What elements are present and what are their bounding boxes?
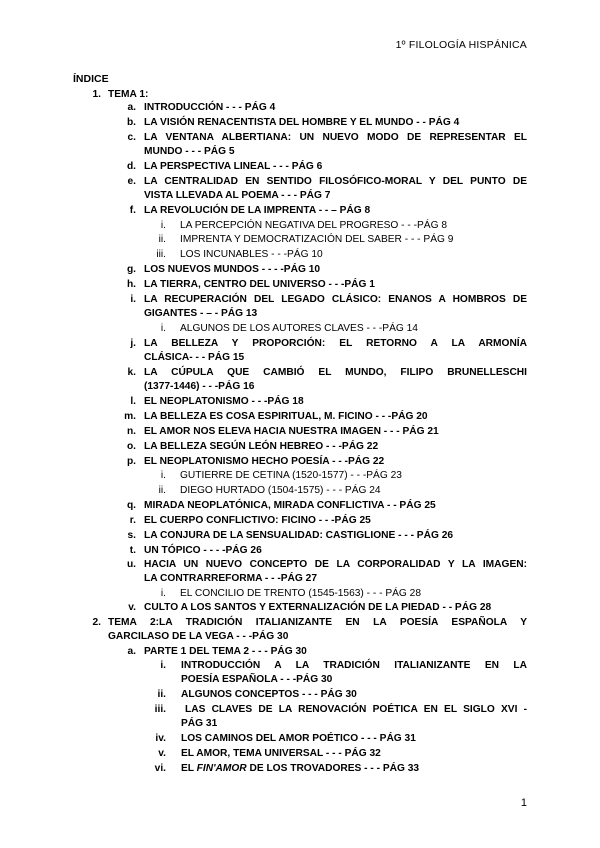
toc-marker: ii. <box>158 485 166 496</box>
toc-subentry[interactable] <box>0 469 402 483</box>
toc-marker: h. <box>126 279 136 290</box>
toc-marker: s. <box>127 530 136 541</box>
toc-entry[interactable] <box>0 558 527 572</box>
toc-marker: iii. <box>154 704 166 715</box>
toc-entry[interactable] <box>0 131 527 145</box>
toc-text: LA REVOLUCIÓN DE LA IMPRENTA - - – PÁG 8 <box>144 205 371 216</box>
toc-marker: t. <box>129 545 136 556</box>
toc-entry-continuation[interactable] <box>0 189 330 203</box>
toc-entry[interactable] <box>0 88 148 102</box>
toc-entry[interactable] <box>0 101 275 115</box>
toc-entry[interactable] <box>0 529 453 543</box>
toc-entry-continuation[interactable] <box>0 572 317 586</box>
toc-entry[interactable] <box>0 204 370 218</box>
toc-entry[interactable] <box>0 116 459 130</box>
toc-text: GUTIERRE DE CETINA (1520-1577) - - -PÁG 23 <box>180 470 402 481</box>
toc-text: INTRODUCCIÓN - - - PÁG 4 <box>144 102 276 113</box>
toc-marker: ii. <box>157 689 166 700</box>
toc-subentry[interactable] <box>0 703 527 717</box>
toc-marker: i. <box>160 470 166 481</box>
page-header: 1º FILOLOGÍA HISPÁNICA <box>395 39 527 51</box>
toc-text: TEMA 2:LA TRADICIÓN ITALIANIZANTE EN LA POESÍA ESPAÑOLA Y <box>108 617 527 628</box>
toc-entry-continuation[interactable] <box>0 380 254 394</box>
toc-marker: c. <box>127 132 136 143</box>
toc-text: LAS CLAVES DE LA RENOVACIÓN POÉTICA EN EL SIGLO XVI - <box>185 704 527 715</box>
toc-text: LA RECUPERACIÓN DEL LEGADO CLÁSICO: ENANOS A HOMBROS DE <box>144 294 527 305</box>
toc-text: MIRADA NEOPLATÓNICA, MIRADA CONFLICTIVA - - PÁG 25 <box>144 500 436 511</box>
toc-entry[interactable] <box>0 425 439 439</box>
toc-text: CLÁSICA- - - PÁG 15 <box>144 352 245 363</box>
toc-entry-continuation[interactable] <box>0 307 257 321</box>
toc-text: LA TIERRA, CENTRO DEL UNIVERSO - - -PÁG 1 <box>144 279 375 290</box>
toc-subentry[interactable] <box>0 233 453 247</box>
toc-entry-continuation[interactable] <box>0 351 244 365</box>
toc-subentry[interactable] <box>0 747 381 761</box>
toc-subentry[interactable] <box>0 484 381 498</box>
toc-marker: 2. <box>92 617 101 628</box>
toc-marker: n. <box>126 426 136 437</box>
toc-text: ALGUNOS CONCEPTOS - - - PÁG 30 <box>181 689 357 700</box>
toc-marker: l. <box>130 396 136 407</box>
toc-marker: i. <box>160 323 166 334</box>
toc-entry[interactable] <box>0 601 491 615</box>
toc-entry[interactable] <box>0 263 320 277</box>
toc-text: LA PERCEPCIÓN NEGATIVA DEL PROGRESO - - -PÁG 8 <box>180 220 448 231</box>
toc-text: EL NEOPLATONISMO - - -PÁG 18 <box>144 396 304 407</box>
toc-text: IMPRENTA Y DEMOCRATIZACIÓN DEL SABER - - - PÁG 9 <box>180 234 454 245</box>
toc-text-italic: FIN'AMOR <box>196 763 247 774</box>
toc-text-after: DE LOS TROVADORES - - - PÁG 33 <box>246 763 420 774</box>
toc-entry[interactable] <box>0 455 384 469</box>
toc-entry[interactable] <box>0 160 322 174</box>
toc-text: LA BELLEZA Y PROPORCIÓN: EL RETORNO A LA ARMONÍA <box>144 338 527 349</box>
toc-text: LA BELLEZA ES COSA ESPIRITUAL, M. FICINO - - -PÁG 20 <box>144 411 428 422</box>
toc-subentry-continuation[interactable] <box>0 673 332 687</box>
toc-marker: b. <box>126 117 136 128</box>
toc-text: LA BELLEZA SEGÚN LEÓN HEBREO - - -PÁG 22 <box>144 441 379 452</box>
toc-marker: e. <box>127 176 136 187</box>
toc-marker: v. <box>128 602 136 613</box>
toc-marker: g. <box>126 264 136 275</box>
toc-text: TEMA 1: <box>108 89 149 100</box>
toc-entry[interactable] <box>0 278 375 292</box>
toc-entry[interactable] <box>0 440 378 454</box>
toc-entry[interactable] <box>0 395 304 409</box>
toc-text: PÁG 31 <box>181 718 218 729</box>
toc-marker: iv. <box>155 733 166 744</box>
toc-text: LA CONJURA DE LA SENSUALIDAD: CASTIGLIONE - - - PÁG 26 <box>144 530 454 541</box>
toc-text: LOS INCUNABLES - - -PÁG 10 <box>180 249 323 260</box>
toc-entry-continuation[interactable] <box>0 630 288 644</box>
toc-subentry[interactable] <box>0 322 418 336</box>
toc-text: VISTA LLEVADA AL POEMA - - - PÁG 7 <box>144 190 331 201</box>
toc-subentry[interactable] <box>0 762 419 776</box>
toc-marker: i. <box>160 588 166 599</box>
toc-marker: i. <box>160 660 166 671</box>
toc-marker: d. <box>126 161 136 172</box>
toc-text: POESÍA ESPAÑOLA - - -PÁG 30 <box>181 674 333 685</box>
toc-marker: ii. <box>158 234 166 245</box>
toc-entry[interactable] <box>0 175 527 189</box>
toc-text: EL CUERPO CONFLICTIVO: FICINO - - -PÁG 25 <box>144 515 371 526</box>
toc-text: ALGUNOS DE LOS AUTORES CLAVES - - -PÁG 14 <box>180 323 418 334</box>
toc-entry[interactable] <box>0 337 527 351</box>
toc-text: LA PERSPECTIVA LINEAL - - - PÁG 6 <box>144 161 323 172</box>
toc-text-before: EL <box>181 763 197 774</box>
toc-text: PARTE 1 DEL TEMA 2 - - - PÁG 30 <box>144 646 307 657</box>
toc-entry-continuation[interactable] <box>0 145 235 159</box>
toc-text: EL AMOR NOS ELEVA HACIA NUESTRA IMAGEN - - - PÁG 21 <box>144 426 439 437</box>
toc-entry[interactable] <box>0 645 307 659</box>
toc-text <box>181 762 419 776</box>
toc-entry[interactable] <box>0 410 428 424</box>
toc-subentry[interactable] <box>0 659 527 673</box>
toc-text: LA CÚPULA QUE CAMBIÓ EL MUNDO, FILIPO BRUNELLESCHI <box>144 367 527 378</box>
toc-marker: a. <box>127 646 136 657</box>
toc-title: ÍNDICE <box>73 73 109 85</box>
toc-subentry[interactable] <box>0 587 421 601</box>
toc-text: DIEGO HURTADO (1504-1575) - - - PÁG 24 <box>180 485 381 496</box>
toc-marker: j. <box>130 338 136 349</box>
toc-marker: o. <box>126 441 136 452</box>
toc-text: MUNDO - - - PÁG 5 <box>144 146 235 157</box>
toc-subentry[interactable] <box>0 248 323 262</box>
toc-text: EL AMOR, TEMA UNIVERSAL - - - PÁG 32 <box>181 748 381 759</box>
toc-text: LOS NUEVOS MUNDOS - - - -PÁG 10 <box>144 264 321 275</box>
toc-text: EL CONCILIO DE TRENTO (1545-1563) - - - PÁG 28 <box>180 588 421 599</box>
toc-text: LA CENTRALIDAD EN SENTIDO FILOSÓFICO-MORAL Y DEL PUNTO DE <box>144 176 527 187</box>
toc-marker: k. <box>127 367 136 378</box>
toc-entry[interactable] <box>0 616 527 630</box>
toc-entry[interactable] <box>0 499 436 513</box>
toc-marker: iii. <box>156 249 166 260</box>
toc-marker: r. <box>129 515 136 526</box>
toc-marker: q. <box>126 500 136 511</box>
toc-marker: u. <box>126 559 136 570</box>
toc-marker: vi. <box>154 763 166 774</box>
toc-subentry[interactable] <box>0 688 357 702</box>
page-number: 1 <box>520 797 527 809</box>
toc-subentry[interactable] <box>0 219 447 233</box>
toc-text: INTRODUCCIÓN A LA TRADICIÓN ITALIANIZANTE EN LA <box>181 660 527 671</box>
toc-subentry[interactable] <box>0 732 416 746</box>
toc-text: UN TÓPICO - - - -PÁG 26 <box>144 545 262 556</box>
toc-text: LOS CAMINOS DEL AMOR POÉTICO - - - PÁG 31 <box>181 733 416 744</box>
toc-text: LA VISIÓN RENACENTISTA DEL HOMBRE Y EL MUNDO - - PÁG 4 <box>144 117 460 128</box>
toc-text: (1377-1446) - - -PÁG 16 <box>144 381 255 392</box>
toc-marker: p. <box>126 456 136 467</box>
toc-text: HACIA UN NUEVO CONCEPTO DE LA CORPORALIDAD Y LA IMAGEN: <box>144 559 527 570</box>
toc-text: GARCILASO DE LA VEGA - - -PÁG 30 <box>108 631 289 642</box>
toc-text: GIGANTES - – - PÁG 13 <box>144 308 258 319</box>
toc-marker: i. <box>160 220 166 231</box>
toc-marker: m. <box>124 411 136 422</box>
toc-entry[interactable] <box>0 544 262 558</box>
toc-marker: a. <box>127 102 136 113</box>
toc-entry[interactable] <box>0 514 371 528</box>
toc-subentry-continuation[interactable] <box>0 717 217 731</box>
toc-marker: 1. <box>92 89 101 100</box>
toc-text: EL NEOPLATONISMO HECHO POESÍA - - -PÁG 22 <box>144 456 385 467</box>
toc-marker: f. <box>129 205 136 216</box>
toc-marker: i. <box>130 294 136 305</box>
toc-text: LA VENTANA ALBERTIANA: UN NUEVO MODO DE REPRESENTAR EL <box>144 132 527 143</box>
toc-text: LA CONTRARREFORMA - - -PÁG 27 <box>144 573 317 584</box>
toc-entry[interactable] <box>0 366 527 380</box>
toc-entry[interactable] <box>0 293 527 307</box>
toc-text: CULTO A LOS SANTOS Y EXTERNALIZACIÓN DE LA PIEDAD - - PÁG 28 <box>144 602 492 613</box>
toc-marker: v. <box>158 748 166 759</box>
